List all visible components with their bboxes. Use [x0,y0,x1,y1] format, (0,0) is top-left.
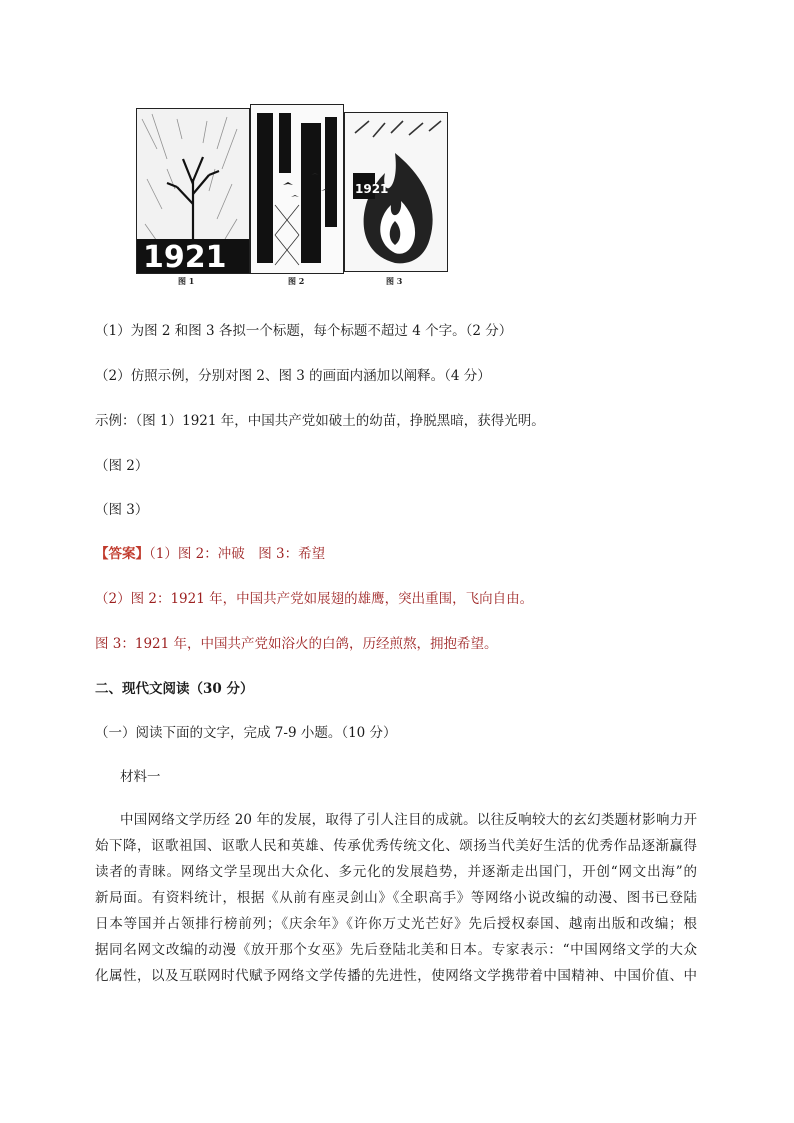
figure-panel-3 [344,112,448,272]
figure-1-caption: 图 1 [178,276,195,286]
answer-line-3: 图 3：1921 年，中国共产党如浴火的白鸽，历经煎熬，拥抱希望。 [95,636,498,652]
fig3-year-text: 1921 [355,182,389,196]
section-subtitle: （一）阅读下面的文字，完成 7-9 小题。（10 分） [95,725,397,741]
fig1-year-text: 1921 [143,240,227,273]
material-heading: 材料一 [120,769,161,785]
question-2: （2）仿照示例，分别对图 2、图 3 的画面内涵加以阐释。（4 分） [95,368,491,384]
answer-line-1 [95,546,325,562]
eagle-illustration [251,105,343,273]
answer-part-1: （1）图 2：冲破 图 3：希望 [149,546,326,562]
figure-3-answer-label: （图 3） [95,502,149,518]
flame-dove-illustration [345,113,447,271]
answer-line-2: （2）图 2：1921 年，中国共产党如展翅的雄鹰，突出重围，飞向自由。 [95,591,534,607]
figure-panel-1 [136,108,250,274]
passage-line: 新局面。有资料统计，根据《从前有座灵剑山》《全职高手》等网络小说改编的动漫、图书已登陆 [95,890,697,906]
passage-line: 始下降，讴歌祖国、讴歌人民和英雄、传承优秀传统文化、颂扬当代美好生活的优秀作品逐渐赢得 [95,838,697,854]
example-text: 示例：（图 1）1921 年，中国共产党如破土的幼苗，挣脱黑暗，获得光明。 [95,413,545,429]
sapling-illustration [137,109,249,273]
figure-3-caption: 图 3 [386,276,403,286]
passage-line: 中国网络文学历经 20 年的发展，取得了引人注目的成就。以往反响较大的玄幻类题材影响力开 [120,812,697,828]
answer-tag: 【答案】 [95,546,149,562]
question-1: （1）为图 2 和图 3 各拟一个标题，每个标题不超过 4 个字。（2 分） [95,323,513,339]
figure-2-caption: 图 2 [288,276,305,286]
figure-panel-2 [250,104,344,274]
passage-line: 读者的青睐。网络文学呈现出大众化、多元化的发展趋势，并逐渐走出国门，开创“网文出海”的 [95,864,697,880]
passage-line: 化属性，以及互联网时代赋予网络文学传播的先进性，使网络文学携带着中国精神、中国价值、中 [95,968,697,984]
passage-line: 日本等国并占领排行榜前列；《庆余年》《许你万丈光芒好》先后授权泰国、越南出版和改编；根 [95,916,697,932]
passage-line: 据同名网文改编的动漫《放开那个女巫》先后登陆北美和日本。专家表示：“中国网络文学的大众 [95,942,697,958]
figure-2-answer-label: （图 2） [95,458,149,474]
section-title: 二、现代文阅读（30 分） [95,681,254,697]
figure-strip [130,102,448,286]
